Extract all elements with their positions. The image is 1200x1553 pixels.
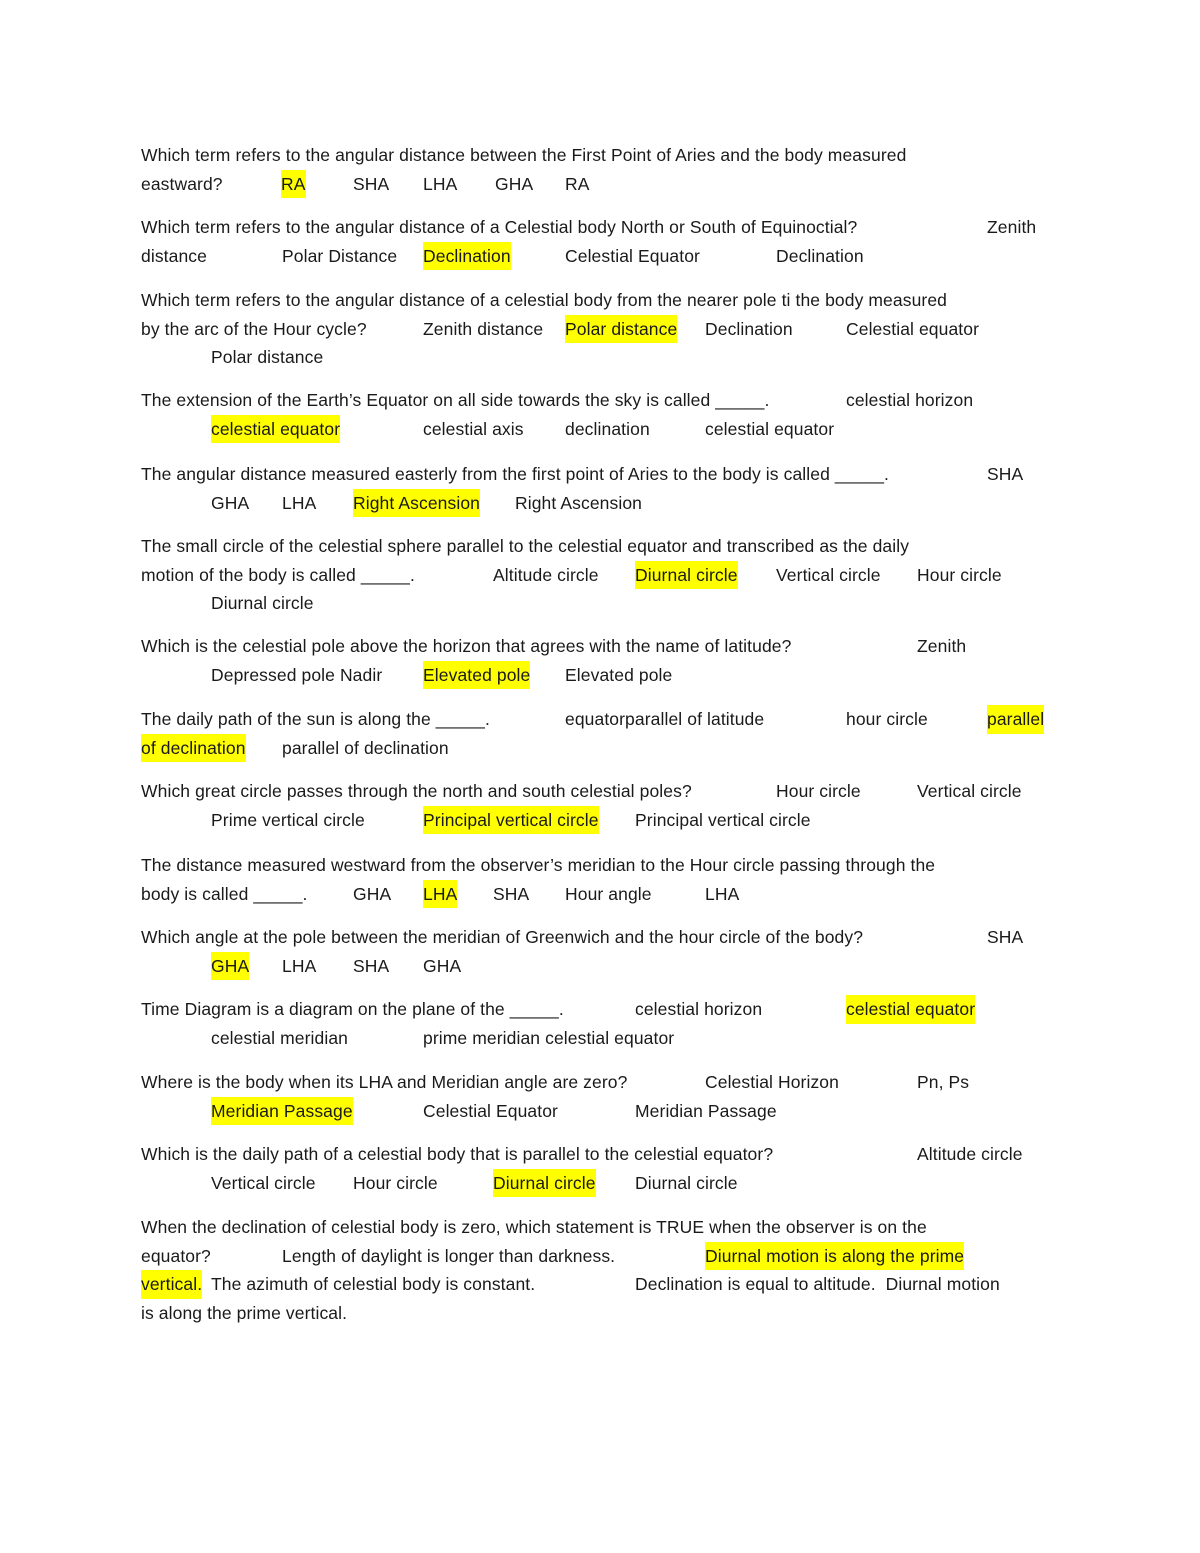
answer-option: equatorparallel of latitude <box>565 709 765 729</box>
answer-option: Celestial equator <box>846 318 980 339</box>
answer-option: hour circle <box>846 709 928 729</box>
question-text: The angular distance measured easterly from the first point of Aries to the body is called _____. <box>141 464 890 484</box>
question-2 <box>141 213 1071 270</box>
answer-option: SHA <box>987 927 1024 947</box>
answer-option: Diurnal circle <box>211 593 314 613</box>
highlighted-answer: of declination <box>141 734 246 763</box>
answer-option: Celestial Equator <box>423 1100 558 1121</box>
answer-option: Right Ascension <box>515 492 642 513</box>
highlighted-answer: Diurnal circle <box>493 1169 596 1198</box>
answer-option: prime meridian celestial equator <box>423 1027 675 1048</box>
answer-option: Pn, Ps <box>917 1072 970 1092</box>
answer-option: distance <box>141 245 207 266</box>
question-line <box>141 952 1071 981</box>
answer-option: equator? <box>141 1245 211 1266</box>
question-5 <box>141 460 1071 517</box>
answer-option: Hour circle <box>353 1172 438 1193</box>
question-line <box>141 632 1071 661</box>
question-4 <box>141 386 1071 443</box>
highlighted-answer: Principal vertical circle <box>423 806 599 835</box>
question-line <box>141 1068 1071 1097</box>
question-text: Which is the celestial pole above the horizon that agrees with the name of latitude? <box>141 636 792 656</box>
highlighted-answer: Meridian Passage <box>211 1097 353 1126</box>
answer-option: Celestial Horizon <box>705 1072 839 1092</box>
question-text: Which term refers to the angular distance of a celestial body from the nearer pole ti the body measured <box>141 290 947 310</box>
question-8 <box>141 705 1071 762</box>
question-line <box>141 1270 1071 1299</box>
answer-option: LHA <box>282 492 317 513</box>
answer-option: Meridian Passage <box>635 1100 777 1121</box>
answer-option: by the arc of the Hour cycle? <box>141 318 367 339</box>
answer-option: LHA <box>282 955 317 976</box>
question-line <box>141 923 1071 952</box>
answer-option: Declination is equal to altitude. Diurnal motion <box>635 1274 1000 1294</box>
question-line <box>141 561 1071 590</box>
answer-option: Length of daylight is longer than darkness. <box>282 1245 616 1266</box>
question-line <box>141 343 1071 372</box>
question-15 <box>141 1213 1071 1327</box>
answer-option: Diurnal circle <box>635 1172 738 1193</box>
answer-option: Hour circle <box>776 781 861 801</box>
answer-option: is along the prime vertical. <box>141 1302 348 1323</box>
answer-option: parallel of declination <box>282 737 449 758</box>
answer-option: The azimuth of celestial body is constant. <box>211 1274 536 1294</box>
answer-option: LHA <box>705 883 740 904</box>
question-line <box>141 460 1071 489</box>
answer-option: Altitude circle <box>917 1144 1023 1164</box>
answer-option: Depressed pole Nadir <box>211 664 383 685</box>
question-line <box>141 386 1071 415</box>
question-text: The extension of the Earth’s Equator on all side towards the sky is called _____. <box>141 390 770 410</box>
highlighted-answer: Declination <box>423 242 511 271</box>
answer-option: SHA <box>353 955 390 976</box>
question-9 <box>141 777 1071 834</box>
answer-option: Hour circle <box>917 564 1002 585</box>
answer-option: Altitude circle <box>493 564 599 585</box>
highlighted-answer: Diurnal motion is along the prime <box>705 1242 964 1271</box>
question-text: Which angle at the pole between the meridian of Greenwich and the hour circle of the body? <box>141 927 864 947</box>
question-line <box>141 1242 1071 1271</box>
question-10 <box>141 851 1071 908</box>
question-line <box>141 315 1071 344</box>
question-line <box>141 851 1071 880</box>
answer-option: Zenith distance <box>423 318 544 339</box>
question-12 <box>141 995 1071 1052</box>
answer-option: celestial axis <box>423 418 524 439</box>
answer-option: declination <box>565 418 650 439</box>
answer-option: celestial horizon <box>846 390 974 410</box>
answer-option: Principal vertical circle <box>635 809 811 830</box>
question-text: Where is the body when its LHA and Meridian angle are zero? <box>141 1072 628 1092</box>
highlighted-answer: vertical. <box>141 1270 202 1299</box>
question-text: Which term refers to the angular distance between the First Point of Aries and the body measured <box>141 145 907 165</box>
answer-option: celestial equator <box>705 418 835 439</box>
question-14 <box>141 1140 1071 1197</box>
question-13 <box>141 1068 1071 1125</box>
answer-option: Elevated pole <box>565 664 673 685</box>
question-line <box>141 286 1071 315</box>
highlighted-answer: Polar distance <box>565 315 677 344</box>
highlighted-answer: Right Ascension <box>353 489 480 518</box>
question-text: Which is the daily path of a celestial body that is parallel to the celestial equator? <box>141 1144 774 1164</box>
highlighted-answer: celestial equator <box>211 415 340 444</box>
highlighted-answer: parallel <box>987 705 1044 734</box>
answer-option: body is called _____. <box>141 883 308 904</box>
answer-option: Zenith <box>917 636 967 656</box>
question-line <box>141 489 1071 518</box>
highlighted-answer: LHA <box>423 880 457 909</box>
answer-option: SHA <box>353 173 390 194</box>
question-text: When the declination of celestial body is zero, which statement is TRUE when the observer is on the <box>141 1217 927 1237</box>
question-text: Which term refers to the angular distance of a Celestial body North or South of Equinoctial? <box>141 217 858 237</box>
question-line <box>141 734 1071 763</box>
answer-option: SHA <box>987 464 1024 484</box>
question-line <box>141 589 1071 618</box>
question-text: The daily path of the sun is along the _____. <box>141 709 490 729</box>
question-text: Which great circle passes through the north and south celestial poles? <box>141 781 692 801</box>
highlighted-answer: celestial equator <box>846 995 975 1024</box>
answer-option: Polar distance <box>211 347 324 367</box>
question-text: Time Diagram is a diagram on the plane of the _____. <box>141 999 564 1019</box>
answer-option: Zenith <box>987 217 1037 237</box>
answer-option: Hour angle <box>565 883 652 904</box>
answer-option: motion of the body is called _____. <box>141 564 415 585</box>
answer-option: Vertical circle <box>917 781 1022 801</box>
question-text: The distance measured westward from the observer’s meridian to the Hour circle passing through the <box>141 855 936 875</box>
answer-option: celestial horizon <box>635 999 763 1019</box>
answer-option: RA <box>565 173 590 194</box>
answer-option: Prime vertical circle <box>211 809 365 830</box>
answer-option: GHA <box>423 955 462 976</box>
question-line <box>141 213 1071 242</box>
question-7 <box>141 632 1071 689</box>
answer-option: Polar Distance <box>282 245 398 266</box>
question-line <box>141 995 1071 1024</box>
question-line <box>141 806 1071 835</box>
question-line <box>141 1299 1071 1328</box>
question-6 <box>141 532 1071 618</box>
answer-option: GHA <box>211 492 250 513</box>
question-line <box>141 532 1071 561</box>
answer-option: Celestial Equator <box>565 245 700 266</box>
question-line <box>141 170 1071 199</box>
question-line <box>141 415 1071 444</box>
question-line <box>141 1213 1071 1242</box>
question-line <box>141 242 1071 271</box>
answer-option: LHA <box>423 173 458 194</box>
highlighted-answer: RA <box>281 170 306 199</box>
question-line <box>141 777 1071 806</box>
answer-option: Vertical circle <box>211 1172 316 1193</box>
question-line <box>141 661 1071 690</box>
question-11 <box>141 923 1071 980</box>
answer-option: GHA <box>353 883 392 904</box>
question-1 <box>141 141 1071 198</box>
question-line <box>141 1140 1071 1169</box>
question-line <box>141 141 1071 170</box>
answer-option: Vertical circle <box>776 564 881 585</box>
answer-option: Declination <box>776 245 864 266</box>
question-3 <box>141 286 1071 372</box>
question-line <box>141 1024 1071 1053</box>
highlighted-answer: Diurnal circle <box>635 561 738 590</box>
answer-option: SHA <box>493 883 530 904</box>
question-line <box>141 1097 1071 1126</box>
answer-option: Declination <box>705 318 793 339</box>
answer-option: celestial meridian <box>211 1027 348 1048</box>
question-line <box>141 880 1071 909</box>
highlighted-answer: Elevated pole <box>423 661 530 690</box>
highlighted-answer: GHA <box>211 952 249 981</box>
question-line <box>141 705 1071 734</box>
answer-option: GHA <box>495 173 534 194</box>
answer-option: eastward? <box>141 173 223 194</box>
question-text: The small circle of the celestial sphere parallel to the celestial equator and transcribed as the daily <box>141 536 910 556</box>
question-line <box>141 1169 1071 1198</box>
